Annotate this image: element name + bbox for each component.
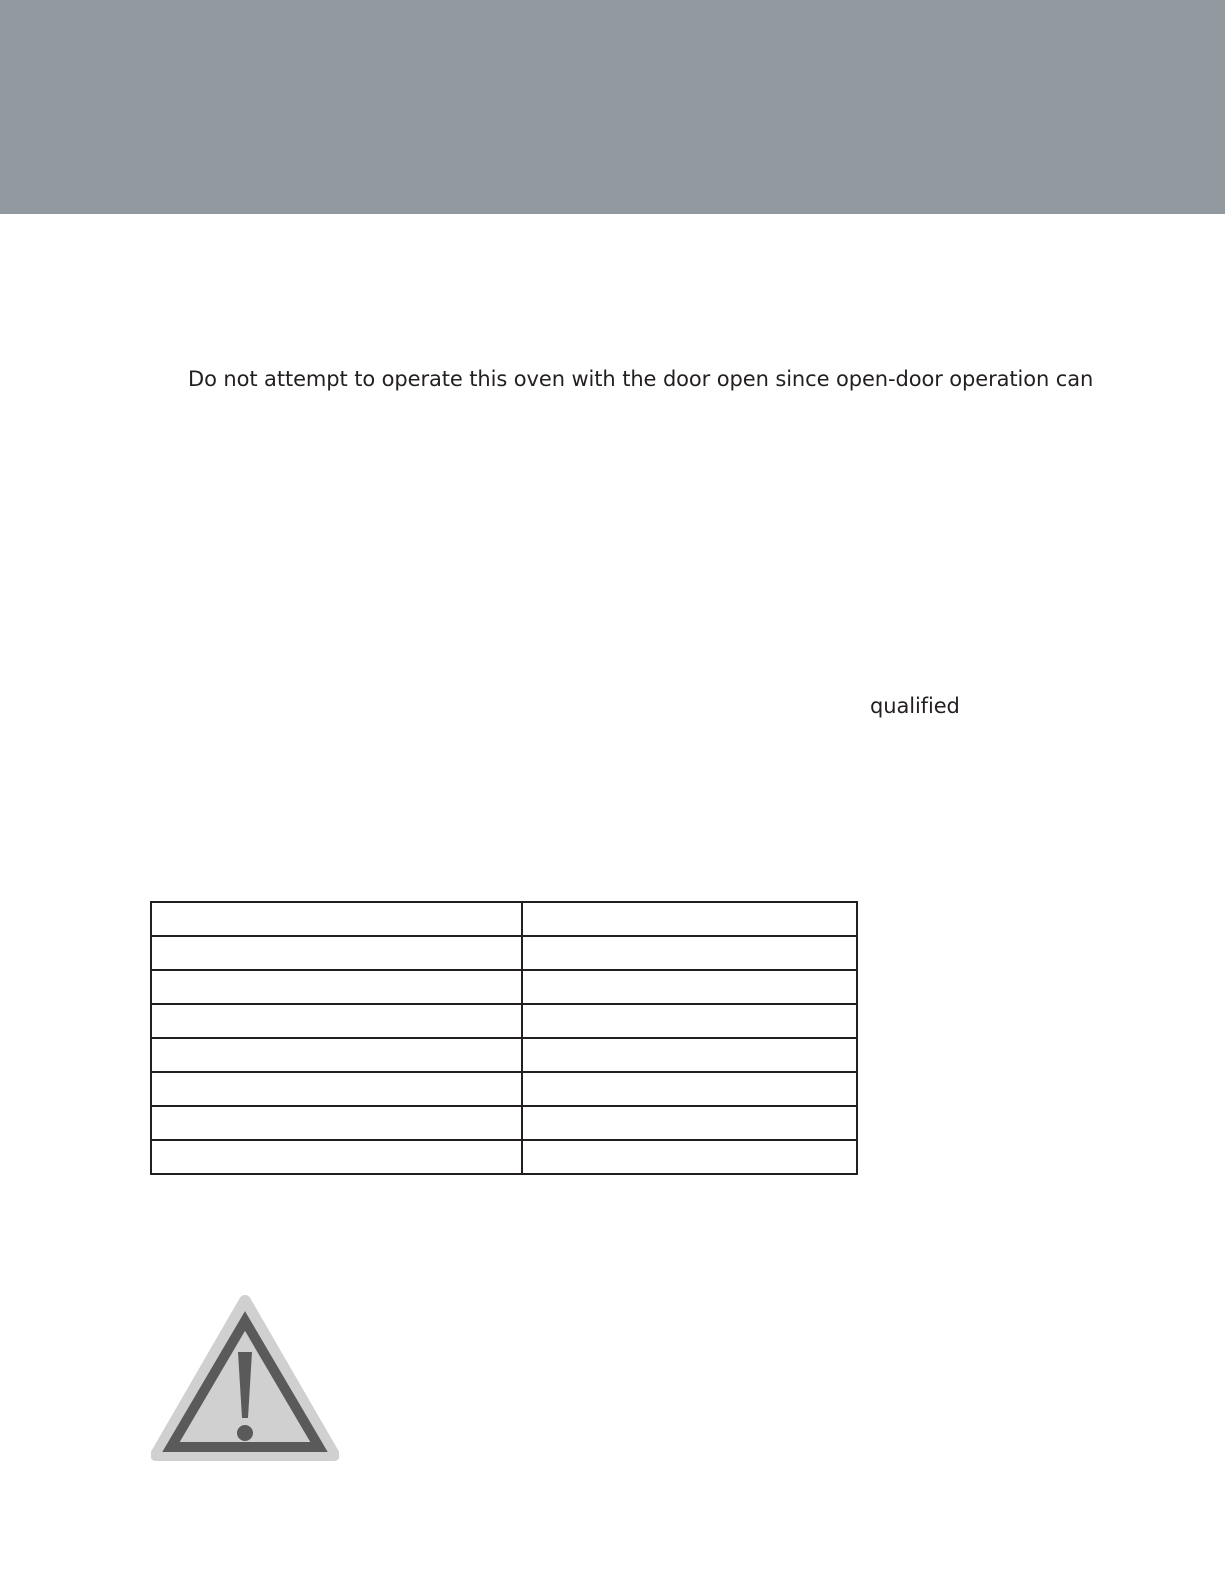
table-row: [151, 1106, 857, 1140]
table-row: [151, 1072, 857, 1106]
table-cell: [151, 936, 522, 970]
header-band: [0, 0, 1225, 214]
blank-table: [150, 901, 858, 1175]
table-cell: [151, 1106, 522, 1140]
body-text-line: Do not attempt to operate this oven with the door open since open-door operation can: [188, 367, 1094, 391]
table-row: [151, 936, 857, 970]
body-text-fragment: qualified: [870, 694, 960, 718]
table-cell: [522, 1038, 857, 1072]
table-cell: [522, 1072, 857, 1106]
table-row: [151, 1038, 857, 1072]
table-cell: [522, 1140, 857, 1174]
table-cell: [522, 902, 857, 936]
table-row: [151, 970, 857, 1004]
table-cell: [151, 970, 522, 1004]
table-row: [151, 1004, 857, 1038]
table-cell: [522, 1004, 857, 1038]
table-cell: [522, 1106, 857, 1140]
table-cell: [151, 902, 522, 936]
table-cell: [151, 1004, 522, 1038]
table-cell: [151, 1140, 522, 1174]
table-row: [151, 1140, 857, 1174]
table-cell: [522, 936, 857, 970]
table-row: [151, 902, 857, 936]
warning-triangle-icon: [151, 1295, 339, 1462]
table-cell: [522, 970, 857, 1004]
table-cell: [151, 1038, 522, 1072]
table-cell: [151, 1072, 522, 1106]
